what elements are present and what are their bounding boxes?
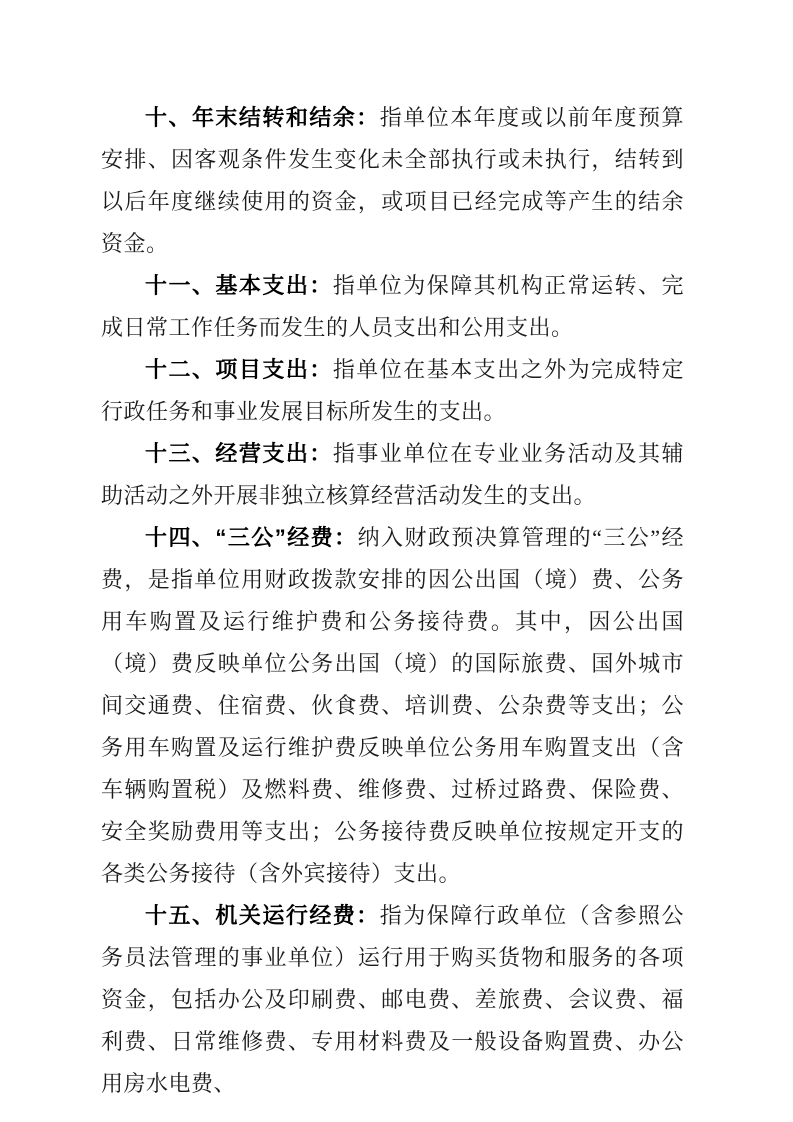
term-definition: 指单位在基本支出之外为完成特定行政任务和事业发展目标所发生的支出。: [101, 357, 684, 424]
term-definition: 纳入财政预决算管理的“三公”经费，是指单位用财政拨款安排的因公出国（境）费、公务用车购置及运行维护费和公务接待费。其中，因公出国（境）费反映单位公务出国（境）的国际旅费、国外城市间交通费、住宿费、伙食费、培训费、公杂费等支出；公务用车购置及运行维护费反映单位公务用车购置支出（含车辆购置税）及燃料费、维修费、过桥过路费、保险费、安全奖励费用等支出；公务接待费反映单位按规定开支的各类公务接待（含外宾接待）支出。: [101, 525, 684, 886]
term-label: 十四、“三公”经费：: [145, 525, 358, 550]
paragraph-item-15-agency-operating-funds: [101, 895, 684, 1105]
document-text-block: [101, 97, 684, 1105]
term-definition: 指单位为保障其机构正常运转、完成日常工作任务而发生的人员支出和公用支出。: [101, 273, 684, 340]
paragraph-item-10-year-end-carryover: [101, 97, 684, 265]
paragraph-item-13-operating-expenditure: [101, 433, 684, 517]
term-definition: 指事业单位在专业业务活动及其辅助活动之外开展非独立核算经营活动发生的支出。: [101, 441, 684, 508]
paragraph-item-14-three-public-funds: [101, 517, 684, 895]
term-label: 十二、项目支出：: [145, 357, 333, 382]
term-label: 十一、基本支出：: [145, 273, 333, 298]
term-definition: 指为保障行政单位（含参照公务员法管理的事业单位）运行用于购买货物和服务的各项资金，包括办公及印刷费、邮电费、差旅费、会议费、福利费、日常维修费、专用材料费及一般设备购置费、办公用房水电费、: [101, 903, 684, 1096]
paragraph-item-12-project-expenditure: [101, 349, 684, 433]
paragraph-item-11-basic-expenditure: [101, 265, 684, 349]
term-label: 十、年末结转和结余：: [145, 105, 380, 130]
term-label: 十五、机关运行经费：: [145, 903, 380, 928]
term-label: 十三、经营支出：: [145, 441, 333, 466]
term-definition: 指单位本年度或以前年度预算安排、因客观条件发生变化未全部执行或未执行，结转到以后年度继续使用的资金，或项目已经完成等产生的结余资金。: [101, 105, 684, 256]
